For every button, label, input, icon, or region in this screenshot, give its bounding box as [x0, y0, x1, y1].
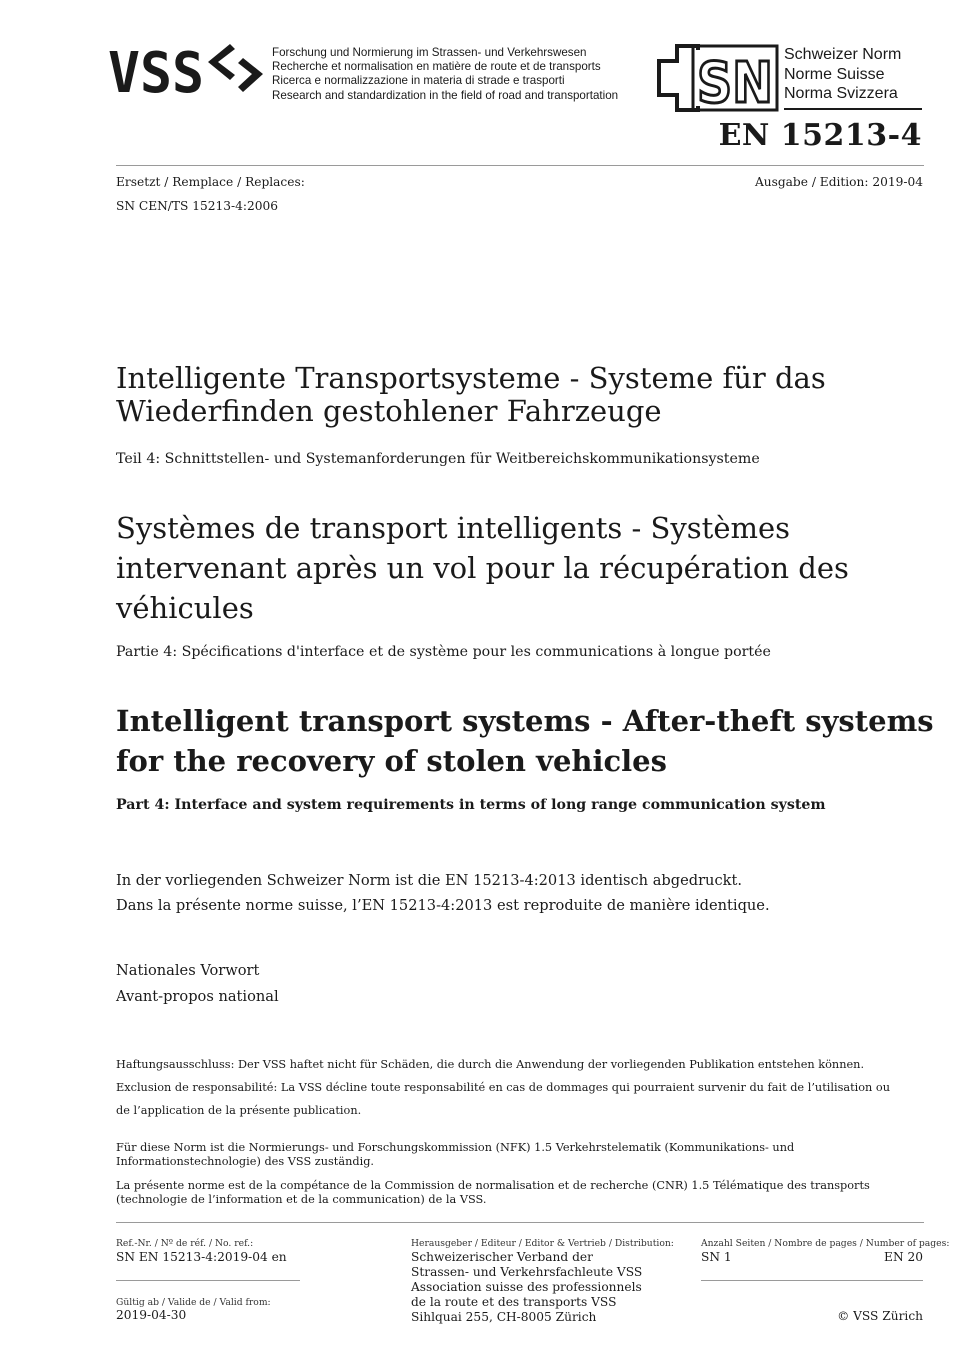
- publisher-label: Herausgeber / Editeur / Editor & Vertrieb / Distribution:: [411, 1238, 674, 1249]
- publisher-line: Schweizerischer Verband der: [411, 1250, 593, 1264]
- publisher-line: Association suisse des professionnels: [411, 1280, 642, 1294]
- valid-from-label: Gültig ab / Valide de / Valid from:: [116, 1297, 271, 1308]
- title-french: Systèmes de transport intelligents - Systèmes intervenant après un vol pour la récupération des véhicules: [116, 511, 849, 625]
- disclaimer-french-line-1: Exclusion de responsabilité: La VSS décline toute responsabilité en cas de dommages qui pourraient survenir du fait de l’utilisation ou: [116, 1081, 891, 1094]
- svg-text:VSS: VSS: [108, 41, 204, 102]
- national-foreword-french: Avant-propos national: [116, 988, 279, 1005]
- vss-tagline-de: Forschung und Normierung im Strassen- und Verkehrswesen: [272, 46, 587, 59]
- sn-name-it: Norma Svizzera: [784, 85, 898, 102]
- publisher-line: Strassen- und Verkehrsfachleute VSS: [411, 1265, 643, 1279]
- vss-tagline-fr: Recherche et normalisation en matière de route et de transports: [272, 60, 601, 74]
- subtitle-english: Part 4: Interface and system requirements in terms of long range communication system: [116, 797, 826, 813]
- footer-divider: [116, 1222, 924, 1223]
- pages-divider: [701, 1280, 923, 1281]
- sn-underline: [784, 108, 922, 110]
- title-english: Intelligent transport systems - After-theft systems for the recovery of stolen vehicles: [116, 704, 934, 778]
- sn-name-de: Schweizer Norm: [784, 46, 902, 63]
- document-number: EN 15213-4: [718, 118, 922, 153]
- vss-tagline-it: Ricerca e normalizzazione in materia di strade e trasporti: [272, 74, 565, 88]
- pages-en: EN 20: [884, 1250, 923, 1264]
- replaces-value: SN CEN/TS 15213-4:2006: [116, 199, 278, 213]
- publisher-line: de la route et des transports VSS: [411, 1295, 617, 1309]
- edition-date: Ausgabe / Edition: 2019-04: [754, 175, 923, 189]
- publisher-line: Sihlquai 255, CH-8005 Zürich: [411, 1310, 597, 1324]
- vss-logo: [108, 40, 268, 102]
- ref-divider: [116, 1280, 300, 1281]
- sn-logo: [657, 44, 779, 112]
- responsibility-german: Für diese Norm ist die Normierungs- und Forschungskommission (NFK) 1.5 Verkehrstelematik (Kommunikations- und Informationstechnologie) des VSS zuständig.: [116, 1141, 795, 1168]
- vss-tagline-en: Research and standardization in the field of road and transportation: [272, 88, 619, 102]
- title-german: Intelligente Transportsysteme - Systeme für das Wiederfinden gestohlener Fahrzeuge: [116, 361, 826, 428]
- identical-note-french: Dans la présente norme suisse, l’EN 15213-4:2013 est reproduite de manière identique.: [116, 897, 770, 914]
- sn-name-fr: Norme Suisse: [784, 65, 885, 83]
- ref-number-label: Ref.-Nr. / Nº de réf. / No. ref.:: [116, 1238, 254, 1249]
- subtitle-german: Teil 4: Schnittstellen- und Systemanforderungen für Weitbereichskommunikationsysteme: [116, 451, 760, 467]
- valid-from-value: 2019-04-30: [116, 1308, 187, 1322]
- disclaimer-french-line-2: de l’application de la présente publication.: [116, 1104, 362, 1117]
- responsibility-french: La présente norme est de la compétance de la Commission de normalisation et de recherche (CNR) 1.5 Télématique des transports (technologie de l’information et de la communication) de la VSS.: [116, 1179, 870, 1206]
- ref-number-value: SN EN 15213-4:2019-04 en: [116, 1250, 287, 1264]
- subtitle-french: Partie 4: Spécifications d'interface et de système pour les communications à longue portée: [116, 644, 771, 660]
- header-divider: [116, 165, 924, 166]
- vss-taglines: [272, 46, 618, 103]
- copyright: © VSS Zürich: [837, 1309, 923, 1323]
- sn-names: [784, 45, 901, 104]
- publisher-address: [411, 1250, 642, 1325]
- identical-note-german: In der vorliegenden Schweizer Norm ist die EN 15213-4:2013 identisch abgedruckt.: [116, 872, 742, 889]
- replaces-label: Ersetzt / Remplace / Replaces:: [116, 175, 305, 189]
- svg-text:SN: SN: [697, 51, 773, 112]
- pages-sn: SN 1: [701, 1250, 732, 1264]
- disclaimer-german: Haftungsausschluss: Der VSS haftet nicht für Schäden, die durch die Anwendung der vorliegenden Publikation entstehen können.: [116, 1058, 865, 1071]
- pages-label: Anzahl Seiten / Nombre de pages / Number of pages:: [701, 1238, 950, 1249]
- national-foreword-german: Nationales Vorwort: [116, 962, 260, 979]
